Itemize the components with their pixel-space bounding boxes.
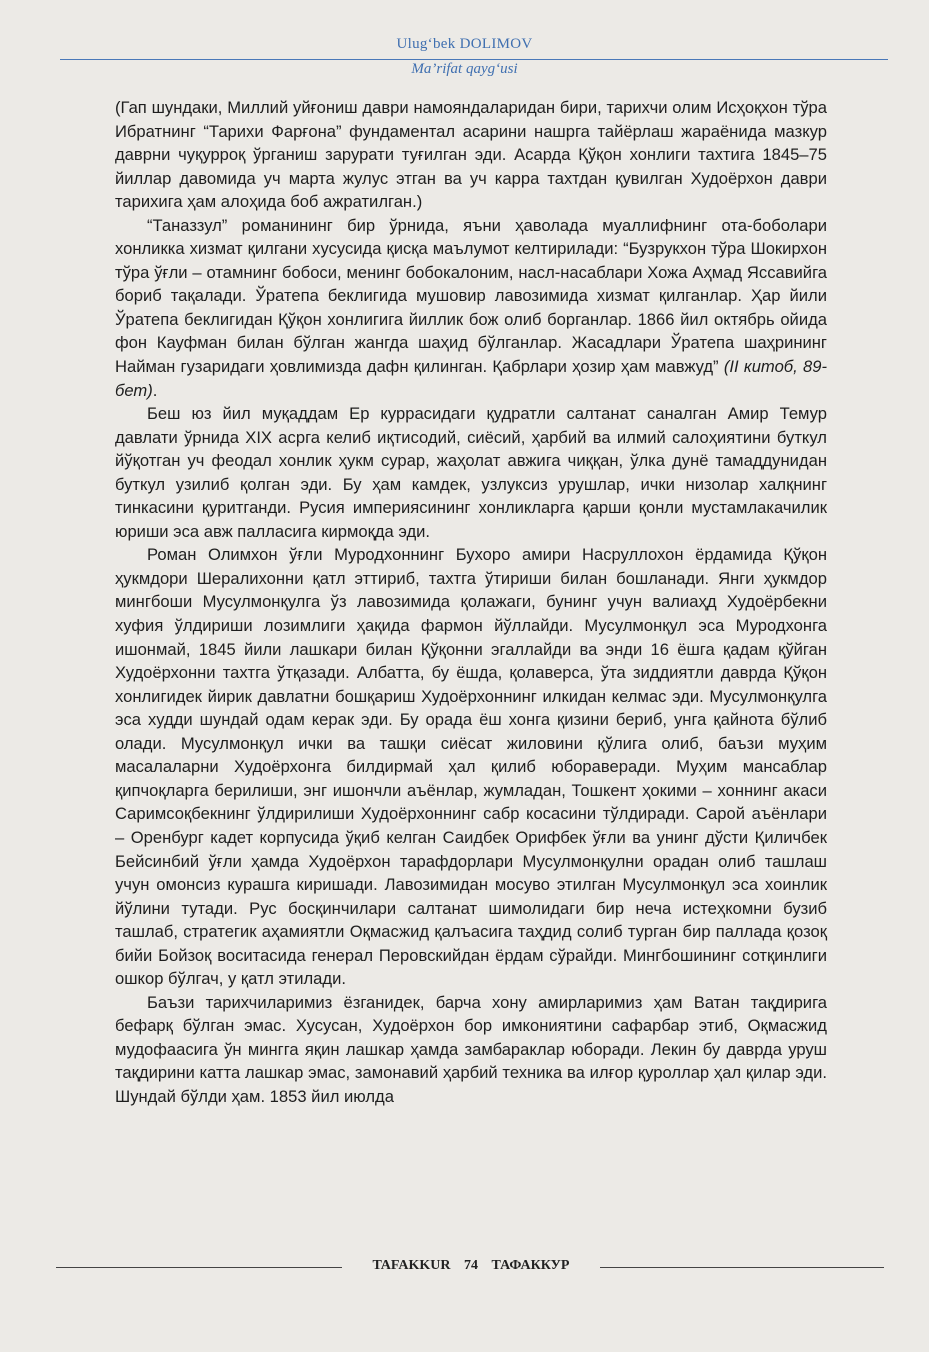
running-header: [0, 36, 929, 53]
article-subtitle: Ma’rifat qayg‘usi: [411, 61, 518, 77]
article-body: [115, 96, 827, 1109]
paragraph-2-tail: .: [152, 380, 158, 400]
paragraph-2: [115, 214, 827, 402]
citation: (II китоб, 89-бет): [115, 357, 827, 400]
footer-rule-right: [600, 1267, 884, 1268]
paragraph-5: Баъзи тарихчиларимиз ёзганидек, барча хону амирларимиз ҳам Ватан тақдирига бефарқ бўлган эмас. Хусусан, Худоёрхон бор имкониятини сафарбар этиб, Оқмасжид мудофаасига ўн мингга яқин лашкар ҳамда замбараклар юборади. Лекин бу даврда уруш тақдирини катта лашкар эмас, замонавий ҳарбий техника ва илғор қуроллар ҳал қилар эди. Шундай бўлди ҳам. 1853 йил июлда: [115, 992, 827, 1106]
footer-label: TAFAKKUR 74 ТАФАККУР: [372, 1258, 570, 1273]
page-footer: [0, 1256, 929, 1280]
paragraph-4: Роман Олимхон ўғли Муродхоннинг Бухоро амири Насруллохон ёрдамида Қўқон ҳукмдори Шералихонни қатл эттириб, тахтга ўтириши билан бошланади. Янги ҳукмдор мингбоши Мусулмонқулга ўз лавозимида қолажаги, бунинг учун валиаҳд Худоёрбекни хуфия ўлдириши лозимлиги ҳақида фармон йўллайди. Мусулмонқул эса Муродхонга ишонмай, 1845 йили лашкари билан Қўқонни эгаллайди ва энди 16 ёшга қадам қўйган Худоёрхонни тахтга ўтқазади. Албатта, бу ёшда, қолаверса, ўта зиддиятли даврда Қўқон хонлигидек йирик давлатни бошқариш Худоёрхоннинг илкидан келмас эди. Мусулмонқулга эса худди шундай одам керак эди. Бу орада ёш хонга қизини бериб, унга қайнота бўлиб олади. Мусулмонқул ички ва ташқи сиёсат жиловини қўлига олиб, баъзи муҳим масалаларни Худоёрхонга билдирмай ҳал қилиб юбораверади. Муҳим мансаблар қипчоқларга берилиши, энг ишончли аъёнлар, жумладан, Тошкент ҳокими – хоннинг акаси Саримсоқбекнинг ўлдирилиши Худоёрхоннинг сабр косасини тўлдиради. Сарой аъёнлари – Оренбург кадет корпусида ўқиб келган Саидбек Орифбек ўғли ва унинг дўсти Қиличбек Бейсинбий ўғли ҳамда Худоёрхон тарафдорлари Мусулмонқулни орадан олиб ташлаш учун омонсиз курашга киришади. Лавозимидан мосуво этилган Мусулмонқул эса хоинлик йўлини тутади. Рус босқинчилари салтанат шимолидаги бир неча истеҳкомни бузиб ташлаб, стратегик аҳамиятли Оқмасжид қалъасига таҳдид солиб турган бир паллада қозоқ бийи Бойзоқ воситасида генерал Перовскийдан ёрдам сўрайди. Мингбошининг сотқинлиги ошкор бўлгач, у қатл этилади.: [115, 545, 827, 989]
paragraph-1: (Гап шундаки, Миллий уйғониш даври намояндаларидан бири, тарихчи олим Исҳоқхон тўра Ибратнинг “Тарихи Фарғона” фундаментал асарини нашрга тайёрлаш жараёнида мазкур даврни чуқурроқ ўрганиш зарурати туғилган эди. Асарда Қўқон хонлиги тахтига 1845–75 йиллар давомида уч марта жулус этган ва уч карра тахтдан қувилган Худоёрхон даври тарихига ҳам алоҳида боб ажратилган.): [115, 98, 827, 212]
paragraph-2-text: “Таназзул” романининг бир ўрнида, яъни ҳаволада муаллифнинг ота-боболари хонликка хизмат қилгани хусусида қисқа маълумот келтирилади: “Бузрукхон тўра Шокирхон тўра ўғли – отамнинг бобоси, менинг бобокалоним, насл-насаблари Хожа Аҳмад Яссавийга бориб тақалади. Ўратепа беклигида мушовир лавозимида хизмат қилганлар. Ҳар йили Ўратепа беклигидан Қўқон хонлигига йиллик бож олиб борганлар. 1866 йил октябрь ойида фон Кауфман билан бўлган жангда шаҳид бўлганлар. Жасадлари Ўратепа шаҳрининг Найман гузаридаги ҳовлимизда дафн қилинган. Қабрлари ҳозир ҳам мавжуд”: [115, 215, 827, 377]
header-rule: [60, 59, 888, 60]
paragraph-3: Беш юз йил муқаддам Ер куррасидаги қудратли салтанат саналган Амир Темур давлати ўрнида XIX асрга келиб иқтисодий, сиёсий, ҳарбий ва илмий салоҳиятини буткул йўқотган уч феодал хонлик ҳукм сурар, жаҳолат авжига чиққан, ўлка дунё тамаддунидан буткул узилиб қолган эди. Бу ҳам камдек, узлуксиз урушлар, ички низолар халқнинг тинкасини қуритганди. Русия империясининг хонликларга қарши қонли мустамлакачилик юриши эса авж палласига кирмоқда эди.: [115, 404, 827, 541]
footer-rule-left: [56, 1267, 342, 1268]
author-name: Ulug‘bek DOLIMOV: [396, 36, 533, 52]
